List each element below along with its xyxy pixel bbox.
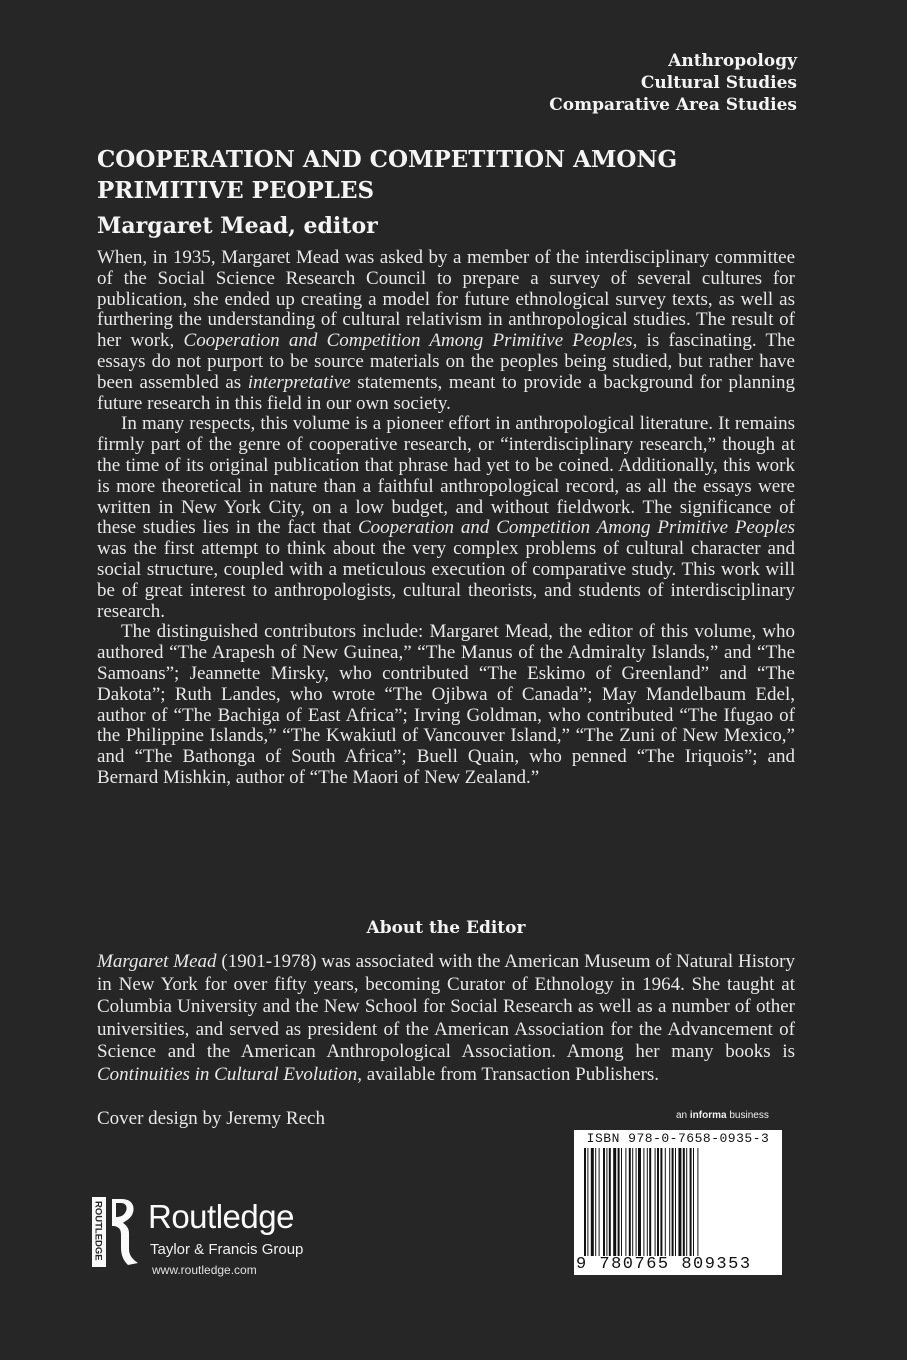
barcode-bar (690, 1148, 692, 1260)
barcode-bar (621, 1148, 622, 1260)
description-paragraph (97, 248, 795, 414)
barcode-bar (678, 1148, 681, 1260)
informa-business-tag (676, 1110, 769, 1121)
barcode-bar (655, 1148, 656, 1260)
book-title-reference: Cooperation and Competition Among Primitive Peoples (183, 330, 633, 352)
routledge-vertical-wordmark: ROUTLEDGE (92, 1201, 104, 1261)
barcode-bar (591, 1148, 594, 1260)
book-editor: Margaret Mead, editor (97, 213, 378, 239)
cover-design-credit: Cover design by Jeremy Rech (97, 1108, 325, 1129)
barcode-bar (609, 1148, 611, 1260)
barcode-bars (574, 1130, 782, 1275)
barcode-bar (632, 1148, 633, 1260)
subject-category: Comparative Area Studies (549, 95, 797, 115)
description-text: , is fascinating. The essays do not purport to be source materials on the peoples being studied, but rather have been assembled as (97, 330, 795, 393)
about-text: , available from Transaction Publishers. (357, 1063, 660, 1085)
barcode-bar (669, 1148, 670, 1260)
about-text: (1901-1978) was associated with the American Museum of Natural History in New York for over fifty years, becoming Curator of Ethnology in 1964. She taught at Columbia University and the New School for Social Research as well as a number of other universities, and served as president of the American Association for the Advancement of Science and the American Anthropological Association. Among her many books is (97, 951, 795, 1062)
barcode-bar (613, 1148, 616, 1260)
routledge-logo-icon (92, 1197, 142, 1267)
description-paragraph (97, 414, 795, 622)
barcode-bar (603, 1148, 605, 1260)
book-description (97, 248, 795, 789)
publisher-group: Taylor & Francis Group (150, 1241, 304, 1258)
informa-suffix: business (729, 1110, 769, 1121)
informa-brand: informa (689, 1110, 727, 1121)
barcode-bar (693, 1148, 694, 1260)
barcode-bar (643, 1148, 644, 1260)
barcode-bar (686, 1148, 687, 1260)
isbn-barcode (574, 1130, 782, 1275)
book-title (97, 144, 797, 206)
barcode-bar (638, 1148, 641, 1260)
publisher-website: www.routledge.com (152, 1263, 257, 1277)
barcode-bar (683, 1148, 685, 1260)
description-text: was the first attempt to think about the very complex problems of cultural character and social structure, coupled with a meticulous execution of comparative study. This work will be of great interest to anthropologists, cultural theorists, and students of interdisciplinary research. (97, 538, 795, 622)
emphasis-text: interpretative (247, 371, 351, 393)
subject-category: Anthropology (668, 51, 797, 71)
book-title-line: COOPERATION AND COMPETITION AMONG (97, 146, 678, 173)
barcode-bar (636, 1148, 637, 1260)
informa-prefix: an (676, 1110, 688, 1121)
barcode-bar (672, 1148, 674, 1260)
isbn-label: ISBN 978-0-7658-0935-3 (586, 1131, 770, 1146)
description-text: In many respects, this volume is a pioneer effort in anthropological literature. It remains firmly part of the genre of cooperative research, or “interdisciplinary research,” though at the time of its original publication that phrase had yet to be coined. Additionally, this work is more theoretical in nature than a faithful anthropological record, as all the essays were written in New York City, on a low budget, and without fieldwork. The significance of these studies lies in the fact that (97, 413, 795, 539)
barcode-bar (625, 1148, 626, 1260)
publisher-name: Routledge (148, 1198, 294, 1235)
barcode-bar (595, 1148, 596, 1260)
barcode-bar (647, 1148, 648, 1260)
barcode-bar (660, 1148, 662, 1260)
subject-category: Cultural Studies (640, 73, 797, 93)
contributors-paragraph: The distinguished contributors include: Margaret Mead, the editor of this volume, who authored “The Arapesh of New Guinea,” “The Manus of the Admiralty Islands,” and “The Samoans”; Jeannette Mirsky, who contributed “The Eskimo of Greenland” and “The Dakota”; Ruth Landes, who wrote “The Ojibwa of Canada”; May Mandelbaum Edel, author of “The Bachiga of East Africa”; Irving Goldman, who contributed “The Ifugao of the Philippine Islands,” “The Kwakiutl of Vancouver Island,” “The Zuni of New Mexico,” and “The Bathonga of South Africa”; Buell Quain, who penned “The Iriquois”; and Bernard Mishkin, author of “The Maori of New Zealand.” (97, 621, 795, 788)
barcode-digits: 9 780765 809353 (576, 1256, 780, 1274)
about-editor-heading: About the Editor (366, 918, 526, 938)
book-title-reference: Continuities in Cultural Evolution (97, 1063, 358, 1085)
barcode-bar (618, 1148, 620, 1260)
subject-categories (549, 50, 797, 116)
barcode-bar (599, 1148, 600, 1260)
barcode-bar (587, 1148, 588, 1260)
barcode-bar (697, 1148, 698, 1260)
editor-name: Margaret Mead (97, 951, 217, 972)
barcode-bar (657, 1148, 659, 1260)
description-text: statements, meant to provide a background for planning future research in this field in our own society. (97, 371, 796, 414)
barcode-bar (606, 1148, 607, 1260)
barcode-bar (665, 1148, 666, 1260)
barcode-bar (649, 1148, 651, 1260)
about-editor-text (97, 951, 795, 1086)
book-title-line: PRIMITIVE PEOPLES (97, 177, 375, 204)
description-text: When, in 1935, Margaret Mead was asked by a member of the interdisciplinary committee of the Social Science Research Council to prepare a survey of several cultures for publication, she ended up creating a model for future ethnological survey texts, as well as furthering the understanding of cultural relativism in anthropological studies. The result of her work, (97, 247, 795, 352)
book-title-reference: Cooperation and Competition Among Primitive Peoples (358, 517, 795, 539)
barcode-bar (675, 1148, 676, 1260)
barcode-bar (584, 1148, 586, 1260)
barcode-bar (629, 1148, 631, 1260)
